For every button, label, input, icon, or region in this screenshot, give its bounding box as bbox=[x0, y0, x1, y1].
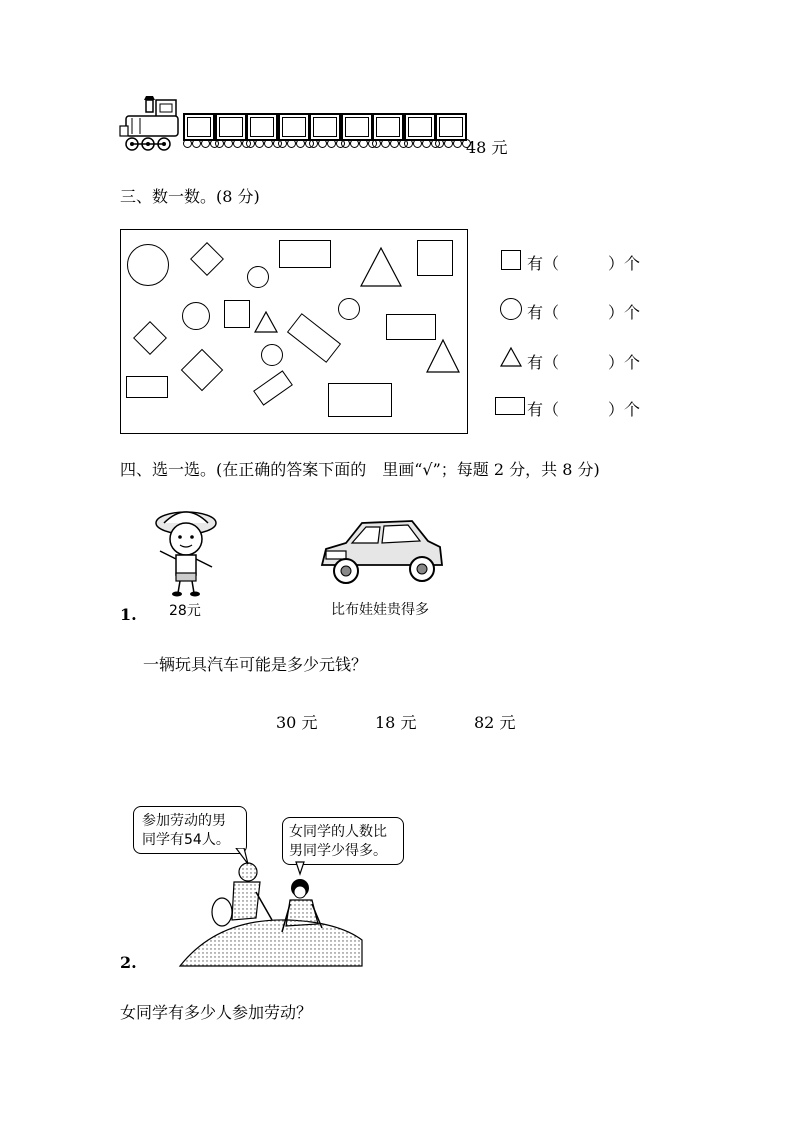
rectangle-shape bbox=[253, 370, 293, 405]
rectangle-shape bbox=[328, 383, 392, 417]
wheel-icon bbox=[444, 139, 453, 148]
legend-triangle-close: ）个 bbox=[608, 353, 641, 372]
q1-question: 一辆玩具汽车可能是多少元钱？ bbox=[143, 655, 368, 674]
q1-option-b[interactable]: 18 元 bbox=[375, 713, 417, 732]
wheel-icon bbox=[309, 139, 318, 148]
wagon-wheels bbox=[246, 139, 282, 149]
circle-icon bbox=[500, 298, 522, 320]
train-price: 48 元 bbox=[466, 138, 508, 157]
toy-car-illustration bbox=[316, 515, 446, 589]
section3-heading: 三、数一数。(8 分) bbox=[120, 187, 260, 206]
rectangle-shape bbox=[386, 314, 436, 340]
doll-illustration bbox=[150, 505, 222, 597]
train-wagon bbox=[404, 113, 436, 141]
train-wagon bbox=[278, 113, 310, 141]
shapes-counting-box bbox=[120, 229, 468, 434]
train-wagon bbox=[309, 113, 341, 141]
section4-heading: 四、选一选。(在正确的答案下面的 里画“√”；每题 2 分，共 8 分) bbox=[120, 460, 600, 479]
diamond-shape bbox=[181, 349, 223, 391]
wheel-icon bbox=[327, 139, 336, 148]
wheel-icon bbox=[264, 139, 273, 148]
wheel-icon bbox=[224, 139, 233, 148]
legend-rectangle-close: ）个 bbox=[608, 400, 641, 419]
q2-number: 2. bbox=[120, 953, 137, 972]
doll-price: 28元 bbox=[169, 603, 201, 619]
circle-shape bbox=[182, 302, 210, 330]
speech-bubble-left bbox=[133, 806, 247, 854]
wheel-icon bbox=[413, 139, 422, 148]
train-wagon bbox=[341, 113, 373, 141]
train-wagon bbox=[183, 113, 215, 141]
q1-option-c[interactable]: 82 元 bbox=[474, 713, 516, 732]
rectangle-icon bbox=[495, 397, 525, 415]
wheel-icon bbox=[381, 139, 390, 148]
wheel-icon bbox=[404, 139, 413, 148]
legend-circle-close: ）个 bbox=[608, 303, 641, 322]
q1-number: 1. bbox=[120, 605, 137, 624]
wheel-icon bbox=[359, 139, 368, 148]
wheel-icon bbox=[435, 139, 444, 148]
children-working-illustration bbox=[178, 848, 364, 968]
bubble-left-line2: 同学有54人。 bbox=[142, 832, 230, 848]
rectangle-shape bbox=[279, 240, 331, 268]
wheel-icon bbox=[201, 139, 210, 148]
square-icon bbox=[501, 250, 521, 270]
wheel-icon bbox=[390, 139, 399, 148]
wheel-icon bbox=[192, 139, 201, 148]
wheel-icon bbox=[233, 139, 242, 148]
legend-square-have: 有（ bbox=[527, 254, 560, 273]
q1-option-a[interactable]: 30 元 bbox=[276, 713, 318, 732]
train-wagon bbox=[246, 113, 278, 141]
triangle-icon bbox=[499, 346, 523, 368]
wheel-icon bbox=[278, 139, 287, 148]
triangle-shape bbox=[359, 246, 403, 288]
train-wagon bbox=[435, 113, 467, 141]
legend-circle-have: 有（ bbox=[527, 303, 560, 322]
train-wagon bbox=[215, 113, 247, 141]
wheel-icon bbox=[318, 139, 327, 148]
car-caption: 比布娃娃贵得多 bbox=[331, 602, 429, 618]
wagon-wheels bbox=[183, 139, 219, 149]
q2-question: 女同学有多少人参加劳动？ bbox=[120, 1003, 313, 1022]
legend-triangle-have: 有（ bbox=[527, 353, 560, 372]
train-wagon bbox=[372, 113, 404, 141]
wheel-icon bbox=[287, 139, 296, 148]
rectangle-shape bbox=[126, 376, 168, 398]
legend-rectangle-have: 有（ bbox=[527, 400, 560, 419]
wheel-icon bbox=[255, 139, 264, 148]
wagon-wheels bbox=[309, 139, 345, 149]
locomotive-icon bbox=[118, 96, 186, 154]
wheel-icon bbox=[246, 139, 255, 148]
triangle-shape bbox=[425, 338, 461, 374]
wheel-icon bbox=[422, 139, 431, 148]
wheel-icon bbox=[350, 139, 359, 148]
wheel-icon bbox=[453, 139, 462, 148]
square-shape bbox=[417, 240, 453, 276]
wheel-icon bbox=[296, 139, 305, 148]
diamond-shape bbox=[190, 242, 224, 276]
circle-shape bbox=[338, 298, 360, 320]
wheel-icon bbox=[341, 139, 350, 148]
circle-shape bbox=[247, 266, 269, 288]
wheel-icon bbox=[372, 139, 381, 148]
triangle-shape bbox=[253, 310, 279, 334]
wheel-icon bbox=[215, 139, 224, 148]
square-shape bbox=[224, 300, 250, 328]
bubble-left-line1: 参加劳动的男 bbox=[142, 813, 226, 829]
rectangle-shape bbox=[287, 313, 341, 363]
bubble-right-line1: 女同学的人数比 bbox=[289, 824, 387, 840]
diamond-shape bbox=[133, 321, 167, 355]
circle-shape bbox=[261, 344, 283, 366]
circle-shape bbox=[127, 244, 169, 286]
wheel-icon bbox=[183, 139, 192, 148]
legend-square-close: ）个 bbox=[608, 254, 641, 273]
wagon-wheels bbox=[372, 139, 408, 149]
bubble-right-line2: 男同学少得多。 bbox=[289, 843, 387, 859]
